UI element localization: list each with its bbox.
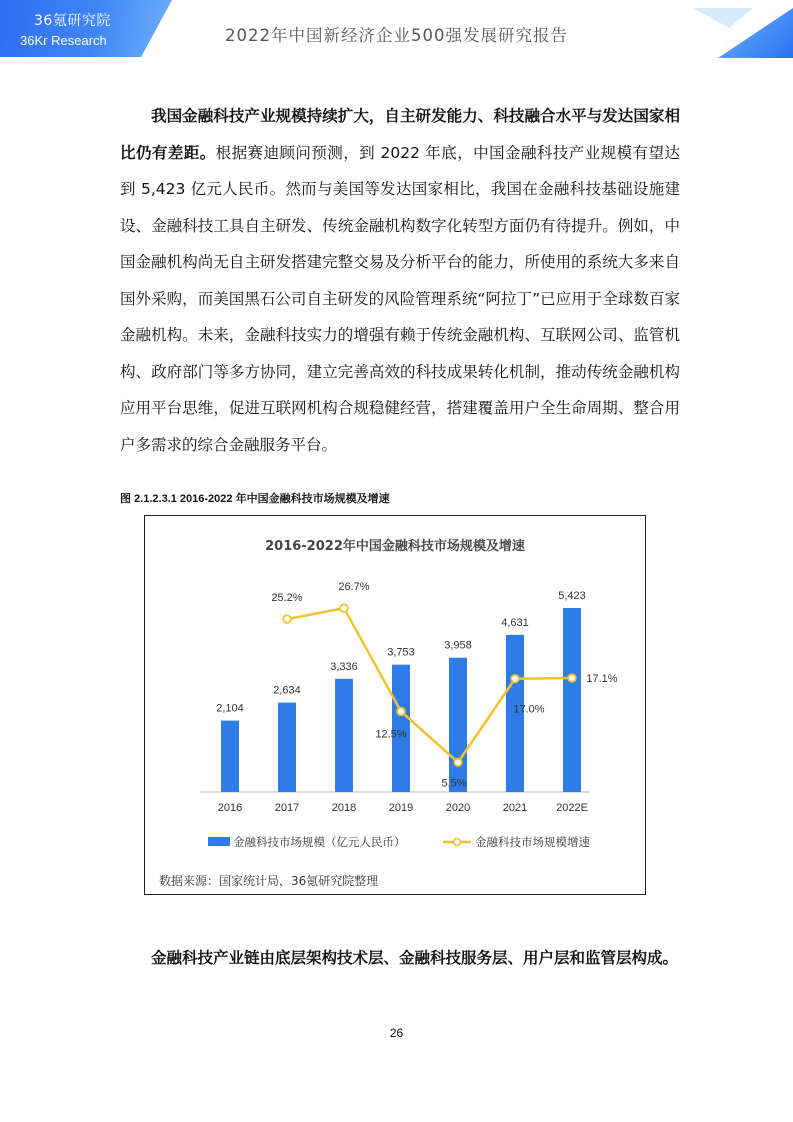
x-tick-2020: 2020 <box>445 802 471 814</box>
bar-label-2016: 2,104 <box>216 702 244 715</box>
paragraph-body: 根据赛迪顾问预测，到 2022 年底，中国金融科技产业规模有望达到 5,423 亿元人民币。然而与美国等发达国家相比，我国在金融科技基础设施建设、金融科技工具自主研发、传统金融机构数字化转型方面仍有待提升。例如，中国金融机构尚无自主研发搭建完整交易及分析平台的能力，所使用的系统大多来自国外采购，而美国黑石公司自主研发的风险管理系统“阿拉丁”已应用于全球数百家金融机构。未来，金融科技实力的增强有赖于传统金融机构、互联网公司、监管机构、政府部门等多方协同，建立完善高效的科技成果转化机制，推动传统金融机构应用平台思维，促进互联网机构合规稳健经营，搭建覆盖用户全生命周期、整合用户多需求的综合金融服务平台。 <box>120 143 680 454</box>
legend-label-line: 金融科技市场规模增速 <box>475 835 590 849</box>
growth-label-2020: 5.5% <box>441 777 467 790</box>
growth-point-2020 <box>454 759 462 767</box>
growth-point-2018 <box>340 604 348 612</box>
report-title: 2022年中国新经济企业500强发展研究报告 <box>225 26 568 45</box>
chart-svg <box>145 516 645 894</box>
growth-line <box>287 608 572 762</box>
growth-label-2021: 17.0% <box>513 703 545 716</box>
bar-label-2019: 3,753 <box>387 646 415 659</box>
x-tick-2018: 2018 <box>331 802 357 814</box>
bar-2018 <box>335 679 353 792</box>
logo-text-cn: 36氪研究院 <box>34 13 111 29</box>
x-tick-2016: 2016 <box>217 802 243 814</box>
legend-swatch-bar <box>208 837 230 846</box>
bar-2016 <box>221 721 239 792</box>
bar-2017 <box>278 703 296 792</box>
growth-point-2022E <box>568 674 576 682</box>
logo-text-en: 36Kr Research <box>20 33 107 48</box>
chart-source: 数据来源：国家统计局，36氪研究院整理 <box>159 874 379 888</box>
x-tick-2019: 2019 <box>388 802 414 814</box>
growth-point-2017 <box>283 615 291 623</box>
bar-label-2022E: 5,423 <box>558 590 586 603</box>
chart-container <box>144 515 646 895</box>
bar-2020 <box>449 658 467 792</box>
body-paragraph-1 <box>120 98 680 463</box>
bar-label-2018: 3,336 <box>330 660 358 673</box>
page-number: 26 <box>389 1026 404 1040</box>
growth-point-2019 <box>397 708 405 716</box>
growth-label-2017: 25.2% <box>271 592 303 605</box>
growth-label-2018: 26.7% <box>338 581 370 594</box>
bar-2022E <box>563 608 581 792</box>
bar-label-2017: 2,634 <box>273 684 301 697</box>
body-paragraph-2 <box>120 940 680 977</box>
chart-title: 2016-2022年中国金融科技市场规模及增速 <box>265 539 525 554</box>
growth-label-2022E: 17.1% <box>586 673 618 685</box>
paragraph-lead: 我国金融科技产业规模持续扩大，自主研发能力、科技融合水平与发达国家相比仍有差距。 <box>120 107 680 162</box>
legend-label-bar: 金融科技市场规模（亿元人民币） <box>233 835 406 849</box>
paragraph-2-text: 金融科技产业链由底层架构技术层、金融科技服务层、用户层和监管层构成。 <box>151 949 679 967</box>
bar-label-2021: 4,631 <box>501 616 529 629</box>
x-tick-2017: 2017 <box>274 802 300 814</box>
legend-swatch-marker <box>454 839 461 846</box>
growth-label-2019: 12.5% <box>375 728 407 741</box>
bar-label-2020: 3,958 <box>444 639 472 652</box>
figure-caption: 图 2.1.2.3.1 2016-2022 年中国金融科技市场规模及增速 <box>120 493 390 505</box>
x-tick-2022E: 2022E <box>556 802 588 814</box>
growth-point-2021 <box>511 675 519 683</box>
x-tick-2021: 2021 <box>502 802 528 814</box>
